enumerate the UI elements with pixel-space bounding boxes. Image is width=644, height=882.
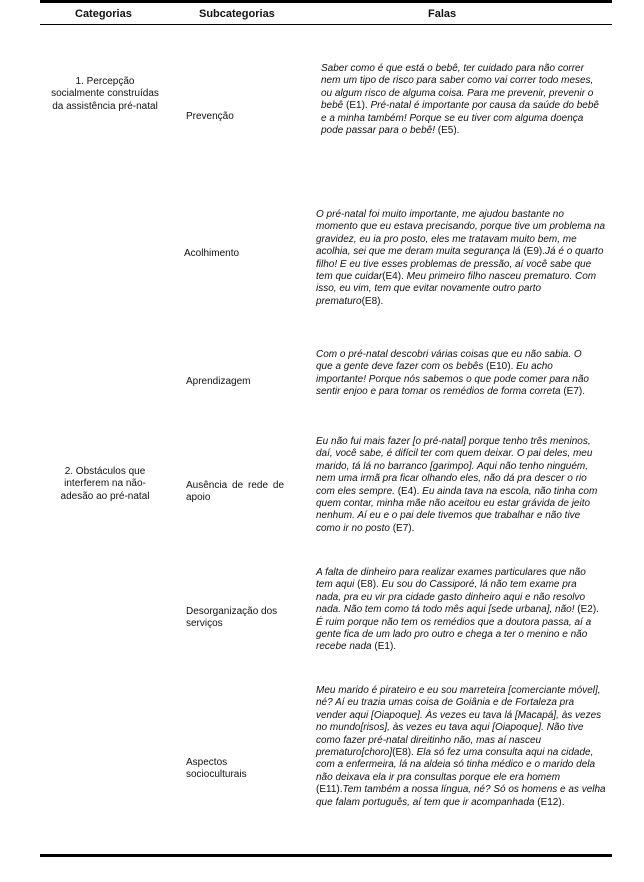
speech-citation: (E9).: [523, 246, 546, 258]
speech-aprendizagem: [316, 349, 596, 399]
speech-text: Meu marido é pirateiro e eu sou marreteira [comerciante móvel], né? Aí eu trazia umas coisa de Goiânia e de Fortaleza pra vender aqui [Oiapoque]. Às vezes eu tava lá [Macapá], às vezes no mundo[risos], às vezes eu tava aqui [Oiapoque]. Não tive como fazer pré-natal direitinho não, mas aí nasceu prematuro[choro]: [316, 685, 602, 759]
speech-citation: (E1).: [374, 641, 397, 653]
speech-text: O pré-natal foi muito importante, me ajudou bastante no momento que eu estava precisando, porque tive um problema na gravidez, eu ia pro posto, eles me tratavam muito bem, me acolhia, sei que me deram muita segurança lá: [316, 209, 606, 258]
speech-citation: (E8).: [361, 295, 384, 307]
speech-citation: (E8).: [357, 579, 382, 591]
speech-text: É ruim porque não tem os remédios que a doutora passa, aí a gente fica de um lado pro outro e chega a ter o menino e não recebe nada: [316, 616, 592, 653]
speech-text: Pré-natal é importante por causa da saúde do bebê e a minha também! Porque se eu tiver com alguma doença pode passar para o bebê!: [321, 100, 599, 137]
speech-text: Eu acho importante! Porque nós sabemos o que pode comer para não sentir enjoo e para tomar os remédios de forma correta: [316, 361, 589, 398]
speech-text: Já é o quarto filho! E eu tive esses problemas de pressão, aí você sabe que tem que cuidar: [316, 246, 604, 283]
speech-citation: (E5).: [437, 125, 460, 137]
speech-ausencia-rede-apoio: [316, 436, 602, 535]
header-subcategorias: Subcategorias: [199, 8, 275, 20]
category-2: 2. Obstáculos que interferem na não-adesão ao pré-natal: [60, 466, 150, 502]
speech-text: Tem também a nossa língua, né? Só os homens e as velha que falam português, aí tem que ir acompanhada: [316, 784, 606, 808]
subcategory-ausencia-rede-apoio: Ausência de rede de apoio: [186, 480, 284, 504]
subcategory-aspectos-socioculturais: Aspectos socioculturais: [186, 757, 247, 781]
speech-text: Com o pré-natal descobri várias coisas que eu não sabia. O que a gente deve fazer com os bebês: [316, 349, 582, 373]
category-1: 1. Percepção socialmente construídas da assistência pré-natal: [51, 76, 159, 112]
speech-acolhimento: [316, 209, 606, 308]
header-falas: Falas: [428, 8, 457, 20]
subcategory-acolhimento: Acolhimento: [184, 248, 240, 259]
speech-citation: (E12).: [537, 796, 565, 808]
table-top-rule: [40, 0, 612, 3]
subcategory-desorganizacao-servicos: Desorganização dos serviços: [186, 606, 278, 630]
speech-citation: (E7).: [563, 386, 586, 398]
speech-aspectos-socioculturais: [316, 685, 606, 809]
speech-citation: (E8).: [392, 747, 417, 759]
speech-citation: (E4).: [382, 271, 407, 283]
speech-citation: (E10).: [486, 361, 517, 373]
speech-citation: (E4).: [397, 485, 423, 497]
subcategory-prevencao: Prevenção: [186, 111, 234, 122]
header-categorias: Categorias: [75, 8, 132, 20]
speech-text: Eu não fui mais fazer [o pré-natal] porque tenho três meninos, daí, você sabe, é difícil ter com quem deixar. O pai deles, meu marido, tá lá no barranco [garimpo]. Aqui não tenho ninguém, nem uma irmã pra ficar olhando eles, não dá pra descer o rio com eles sempre.: [316, 436, 593, 497]
speech-citation: (E11).: [316, 784, 343, 796]
speech-text: Meu primeiro filho nasceu prematuro. Com isso, eu vim, tem que evitar novamente outro parto prematuro: [316, 271, 597, 307]
speech-prevencao: [321, 63, 601, 137]
speech-citation: (E7).: [392, 522, 415, 534]
table-bottom-rule: [40, 854, 612, 857]
speech-citation: (E2).: [577, 604, 599, 616]
speech-text: Saber como é que está o bebê, ter cuidado para não correr nem um tipo de risco para saber como vai correr todo meses, ou algum risco de alguma coisa. Para me prevenir, prevenir o bebê: [321, 63, 594, 112]
speech-text: Ela só fez uma consulta aqui na cidade, com a enfermeira, lá na aldeia só tinha médico e o marido dela não deixava ela ir pra consultas porque ele era homem: [316, 747, 596, 783]
subcategory-aprendizagem: Aprendizagem: [186, 376, 251, 387]
speech-text: A falta de dinheiro para realizar exames particulares que não tem aqui: [316, 567, 586, 591]
header-rule: [40, 24, 612, 25]
speech-text: Eu sou do Cassiporé, lá não tem exame pra nada, pra eu vir pra cidade gasto dinheiro aqui e não resolvo nada. Não tem como tá todo mês aqui [sede urbana], não!: [316, 579, 586, 616]
speech-desorganizacao-servicos: [316, 567, 602, 654]
speech-citation: (E1).: [346, 100, 371, 112]
speech-text: Eu ainda tava na escola, não tinha com quem contar, minha mãe não aceitou eu estar grávida de jeito nenhum. Aí eu e o pai dele tivemos que trabalhar e não tive como ir no posto: [316, 485, 598, 534]
